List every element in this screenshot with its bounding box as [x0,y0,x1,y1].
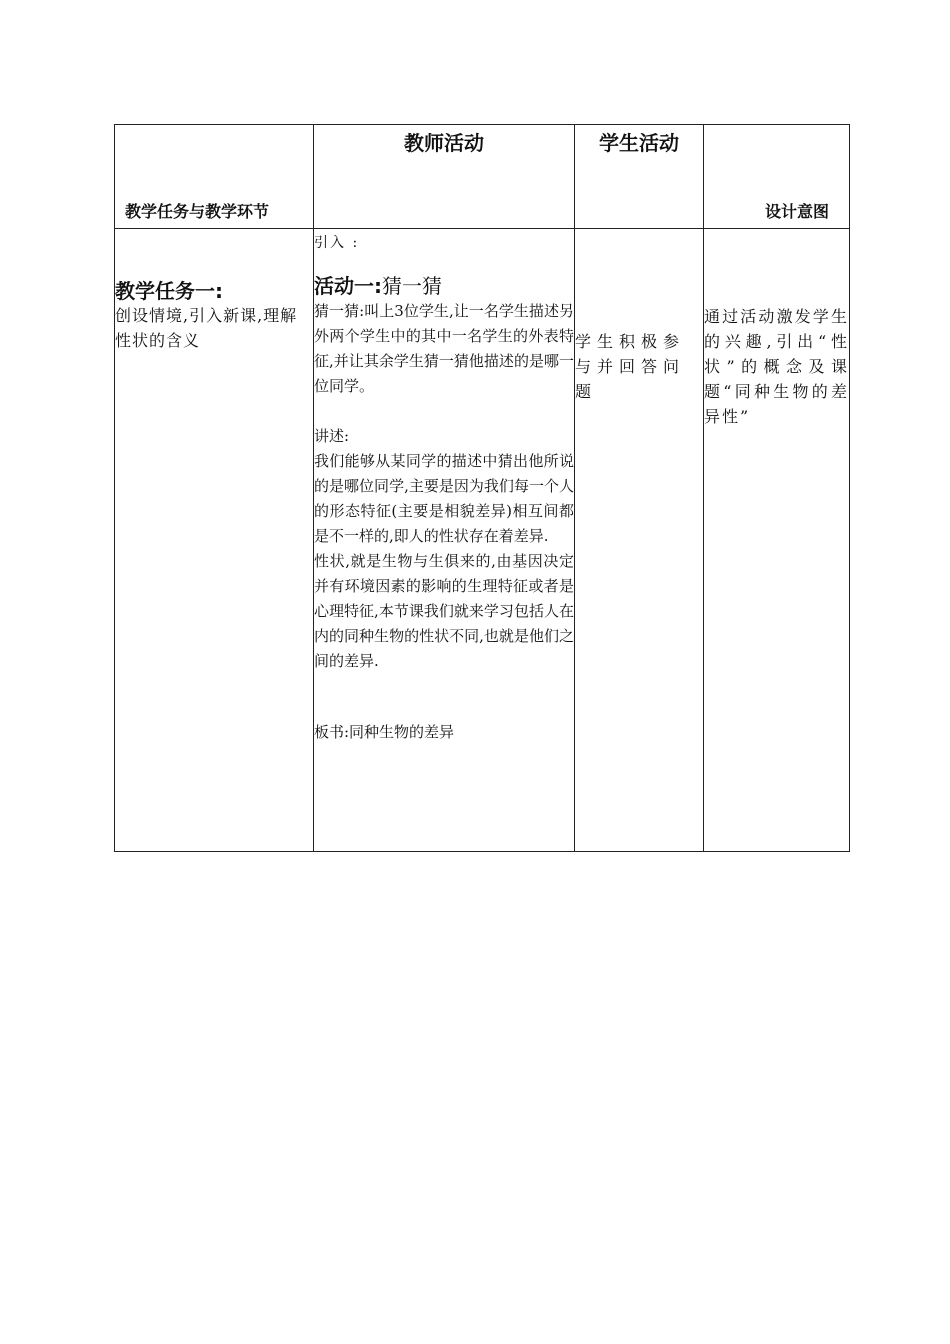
header-student-label: 学生活动 [599,131,679,155]
design-intent-cell [704,229,850,852]
table-row [115,229,850,852]
activity-label: 活动一: [314,274,382,298]
lecture-label: 讲述: [314,427,350,445]
header-task-label: 教学任务与教学环节 [125,202,270,221]
header-cell-task [115,125,314,229]
header-teacher-label: 教师活动 [404,131,484,155]
intro-label: 引入 : [314,235,360,251]
board-writing: 板书:同种生物的差异 [314,723,455,741]
activity-title [314,273,574,299]
trait-definition: 性状,就是生物与生俱来的,由基因决定并有环境因素的影响的生理特征或者是心理特征,本节课我们就来学习包括人在内的同种生物的性状不同,也就是他们之间的差异. [314,552,574,670]
design-intent-text: 通过活动激发学生的兴趣,引出“性状”的概念及课题“同种生物的差异性” [704,307,849,426]
lesson-plan-table [114,124,850,852]
header-intent-label: 设计意图 [764,202,829,221]
task-description: 创设情境,引入新课,理解性状的含义 [115,306,298,350]
teacher-activity-cell [314,229,575,852]
header-cell-teacher [314,125,575,229]
task-cell [115,229,314,852]
task-title: 教学任务一: [115,279,223,303]
student-activity-cell [575,229,704,852]
guess-description: 猜一猜:叫上3位学生,让一名学生描述另外两个学生中的其中一名学生的外表特征,并让其余学生猜一猜他描述的是哪一位同学。 [314,302,574,395]
student-activity-text: 学生积极参与并回答问题 [575,332,686,401]
header-cell-intent [704,125,850,229]
activity-name: 猜一猜 [382,274,442,298]
table-header-row [115,125,850,229]
header-cell-student [575,125,704,229]
lecture-text: 我们能够从某同学的描述中猜出他所说的是哪位同学,主要是因为我们每一个人的形态特征(主要是相貌差异)相互间都是不一样的,即人的性状存在着差异. [314,452,574,545]
